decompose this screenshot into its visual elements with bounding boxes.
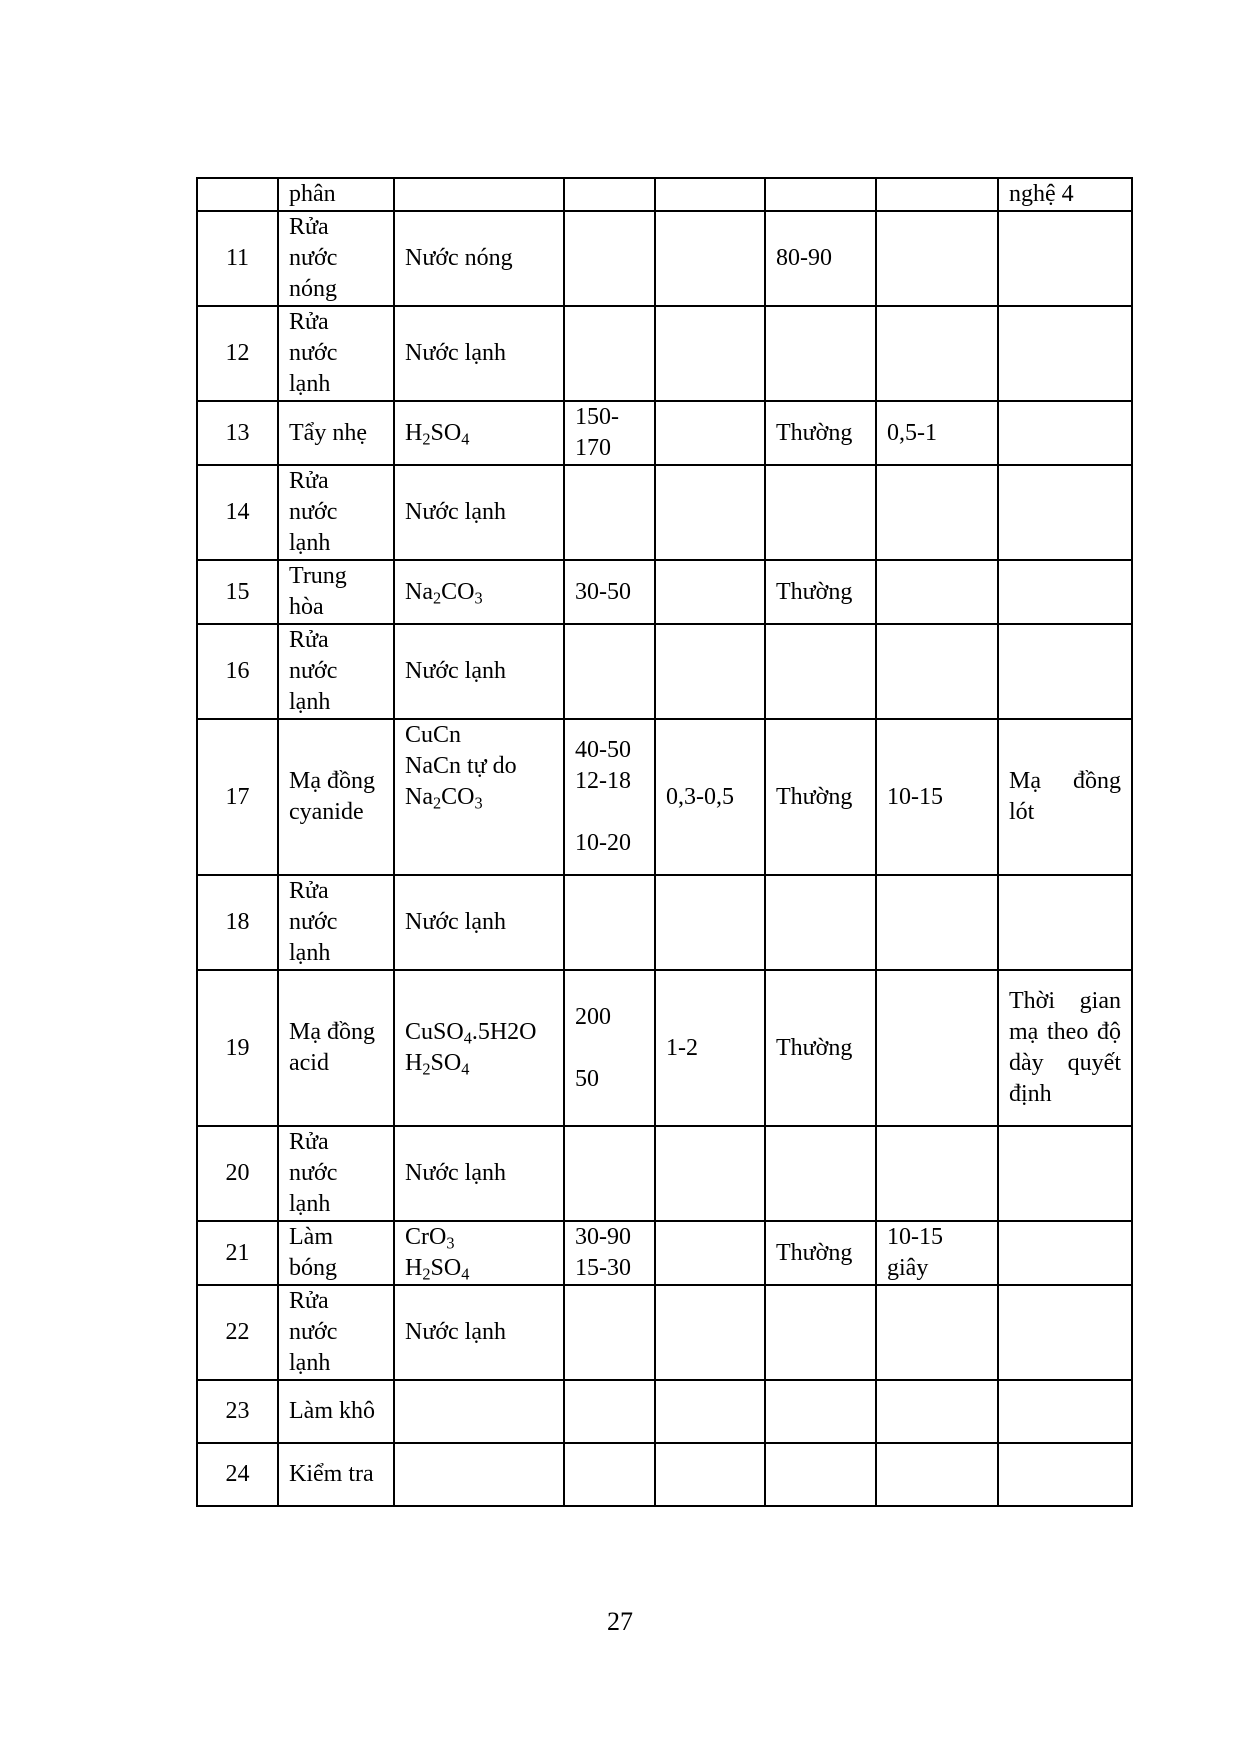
solution-cell xyxy=(394,401,564,465)
current-cell xyxy=(655,1443,765,1506)
current-cell xyxy=(655,306,765,401)
concentration-cell xyxy=(564,465,655,560)
table-row xyxy=(197,465,1132,560)
table-row xyxy=(197,211,1132,306)
time-cell xyxy=(876,560,998,624)
current-cell: 1-2 xyxy=(655,970,765,1126)
time-cell xyxy=(876,306,998,401)
note-cell: nghệ 4 xyxy=(998,178,1132,211)
operation-cell: Rửa nước lạnh xyxy=(278,1126,394,1221)
step-cell: 21 xyxy=(197,1221,278,1285)
solution-cell: CuCn NaCn tự do $Na_2CO_3$ xyxy=(394,719,564,875)
page-number: 27 xyxy=(607,1607,633,1636)
operation-cell: Rửa nước lạnh xyxy=(278,1285,394,1380)
step-cell: 17 xyxy=(197,719,278,875)
current-cell xyxy=(655,178,765,211)
step-cell: 15 xyxy=(197,560,278,624)
solution-cell xyxy=(394,1221,564,1285)
time-cell xyxy=(876,211,998,306)
current-cell xyxy=(655,875,765,970)
step-cell xyxy=(197,178,278,211)
note-cell xyxy=(998,1126,1132,1221)
table-row xyxy=(197,1221,1132,1285)
step-cell: 16 xyxy=(197,624,278,719)
concentration-cell xyxy=(564,624,655,719)
note-cell: Thời gian mạ theo độ dày quyết định xyxy=(998,970,1132,1126)
operation-cell: Làm bóng xyxy=(278,1221,394,1285)
concentration-cell xyxy=(564,1285,655,1380)
time-cell xyxy=(876,1126,998,1221)
temperature-cell xyxy=(765,624,876,719)
current-cell xyxy=(655,624,765,719)
current-cell xyxy=(655,1126,765,1221)
concentration-cell xyxy=(564,178,655,211)
chemical-formula: $H_2SO_4$ xyxy=(405,419,470,449)
chemical-formula: $Na_2CO_3$ xyxy=(405,784,483,813)
solution-cell xyxy=(394,178,564,211)
step-cell: 19 xyxy=(197,970,278,1126)
table-row xyxy=(197,560,1132,624)
temperature-cell xyxy=(765,875,876,970)
operation-cell: Kiểm tra xyxy=(278,1443,394,1506)
table-row xyxy=(197,624,1132,719)
note-cell xyxy=(998,211,1132,306)
step-cell: 20 xyxy=(197,1126,278,1221)
table-row xyxy=(197,1443,1132,1506)
time-cell xyxy=(876,178,998,211)
operation-cell: Rửa nước lạnh xyxy=(278,465,394,560)
solution-cell xyxy=(394,1443,564,1506)
chemical-formula: $H_2SO_4$ xyxy=(405,1050,470,1079)
operation-cell: Rửa nước nóng xyxy=(278,211,394,306)
chemical-formula: $Na_2CO_3$ xyxy=(405,578,483,608)
solution-cell xyxy=(394,1380,564,1443)
table-row xyxy=(197,401,1132,465)
step-cell: 13 xyxy=(197,401,278,465)
operation-cell: Làm khô xyxy=(278,1380,394,1443)
operation-cell: Mạ đồng cyanide xyxy=(278,719,394,875)
note-cell xyxy=(998,1380,1132,1443)
time-cell: 0,5-1 xyxy=(876,401,998,465)
concentration-cell: 40-50 12-18 10-20 xyxy=(564,719,655,875)
concentration-cell: 150-170 xyxy=(564,401,655,465)
temperature-cell: Thường xyxy=(765,401,876,465)
concentration-cell xyxy=(564,306,655,401)
temperature-cell: Thường xyxy=(765,719,876,875)
solution-cell: Nước lạnh xyxy=(394,1285,564,1380)
note-cell xyxy=(998,875,1132,970)
time-cell xyxy=(876,1285,998,1380)
time-cell xyxy=(876,624,998,719)
note-cell xyxy=(998,560,1132,624)
operation-cell: phân xyxy=(278,178,394,211)
concentration-cell xyxy=(564,211,655,306)
concentration-cell xyxy=(564,875,655,970)
concentration-cell xyxy=(564,1443,655,1506)
note-cell xyxy=(998,1285,1132,1380)
time-cell xyxy=(876,465,998,560)
temperature-cell xyxy=(765,1126,876,1221)
current-cell xyxy=(655,211,765,306)
table-row xyxy=(197,875,1132,970)
operation-cell: Rửa nước lạnh xyxy=(278,306,394,401)
operation-cell: Mạ đồng acid xyxy=(278,970,394,1126)
note-cell: Mạ đồng lót xyxy=(998,719,1132,875)
current-cell xyxy=(655,560,765,624)
step-cell: 24 xyxy=(197,1443,278,1506)
step-cell: 18 xyxy=(197,875,278,970)
note-cell xyxy=(998,624,1132,719)
temperature-cell xyxy=(765,1380,876,1443)
concentration-cell: 30-50 xyxy=(564,560,655,624)
operation-cell: Rửa nước lạnh xyxy=(278,624,394,719)
step-cell: 14 xyxy=(197,465,278,560)
table-row xyxy=(197,719,1132,875)
time-cell xyxy=(876,970,998,1126)
table-row xyxy=(197,306,1132,401)
note-cell xyxy=(998,306,1132,401)
note-cell xyxy=(998,1443,1132,1506)
step-cell: 22 xyxy=(197,1285,278,1380)
time-cell: 10-15 giây xyxy=(876,1221,998,1285)
temperature-cell: Thường xyxy=(765,970,876,1126)
chemical-formula: CrO$_3$ xyxy=(405,1224,455,1253)
current-cell xyxy=(655,1285,765,1380)
solution-cell: Nước lạnh xyxy=(394,624,564,719)
time-cell xyxy=(876,1443,998,1506)
current-cell xyxy=(655,401,765,465)
temperature-cell: 80-90 xyxy=(765,211,876,306)
note-cell xyxy=(998,465,1132,560)
solution-cell: Nước nóng xyxy=(394,211,564,306)
current-cell xyxy=(655,465,765,560)
concentration-cell: 200 50 xyxy=(564,970,655,1126)
temperature-cell xyxy=(765,465,876,560)
temperature-cell xyxy=(765,178,876,211)
concentration-cell xyxy=(564,1126,655,1221)
solution-cell xyxy=(394,970,564,1126)
solution-cell: Nước lạnh xyxy=(394,875,564,970)
operation-cell: Tẩy nhẹ xyxy=(278,401,394,465)
process-table xyxy=(196,177,1133,1507)
time-cell: 10-15 xyxy=(876,719,998,875)
solution-cell: Nước lạnh xyxy=(394,465,564,560)
step-cell: 11 xyxy=(197,211,278,306)
table-row xyxy=(197,970,1132,1126)
table-row xyxy=(197,1380,1132,1443)
chemical-formula: CuSO$_4$.5H2O xyxy=(405,1019,537,1048)
step-cell: 12 xyxy=(197,306,278,401)
table-row xyxy=(197,1126,1132,1221)
current-cell xyxy=(655,1380,765,1443)
concentration-cell: 30-90 15-30 xyxy=(564,1221,655,1285)
note-cell xyxy=(998,1221,1132,1285)
time-cell xyxy=(876,875,998,970)
temperature-cell xyxy=(765,1285,876,1380)
step-cell: 23 xyxy=(197,1380,278,1443)
temperature-cell: Thường xyxy=(765,1221,876,1285)
operation-cell: Rửa nước lạnh xyxy=(278,875,394,970)
operation-cell: Trung hòa xyxy=(278,560,394,624)
note-cell xyxy=(998,401,1132,465)
table-row xyxy=(197,178,1132,211)
current-cell: 0,3-0,5 xyxy=(655,719,765,875)
solution-cell xyxy=(394,560,564,624)
current-cell xyxy=(655,1221,765,1285)
table-row xyxy=(197,1285,1132,1380)
solution-cell: Nước lạnh xyxy=(394,1126,564,1221)
temperature-cell: Thường xyxy=(765,560,876,624)
solution-cell: Nước lạnh xyxy=(394,306,564,401)
chemical-formula: $H_2SO_4$ xyxy=(405,1255,470,1284)
temperature-cell xyxy=(765,306,876,401)
concentration-cell xyxy=(564,1380,655,1443)
temperature-cell xyxy=(765,1443,876,1506)
time-cell xyxy=(876,1380,998,1443)
